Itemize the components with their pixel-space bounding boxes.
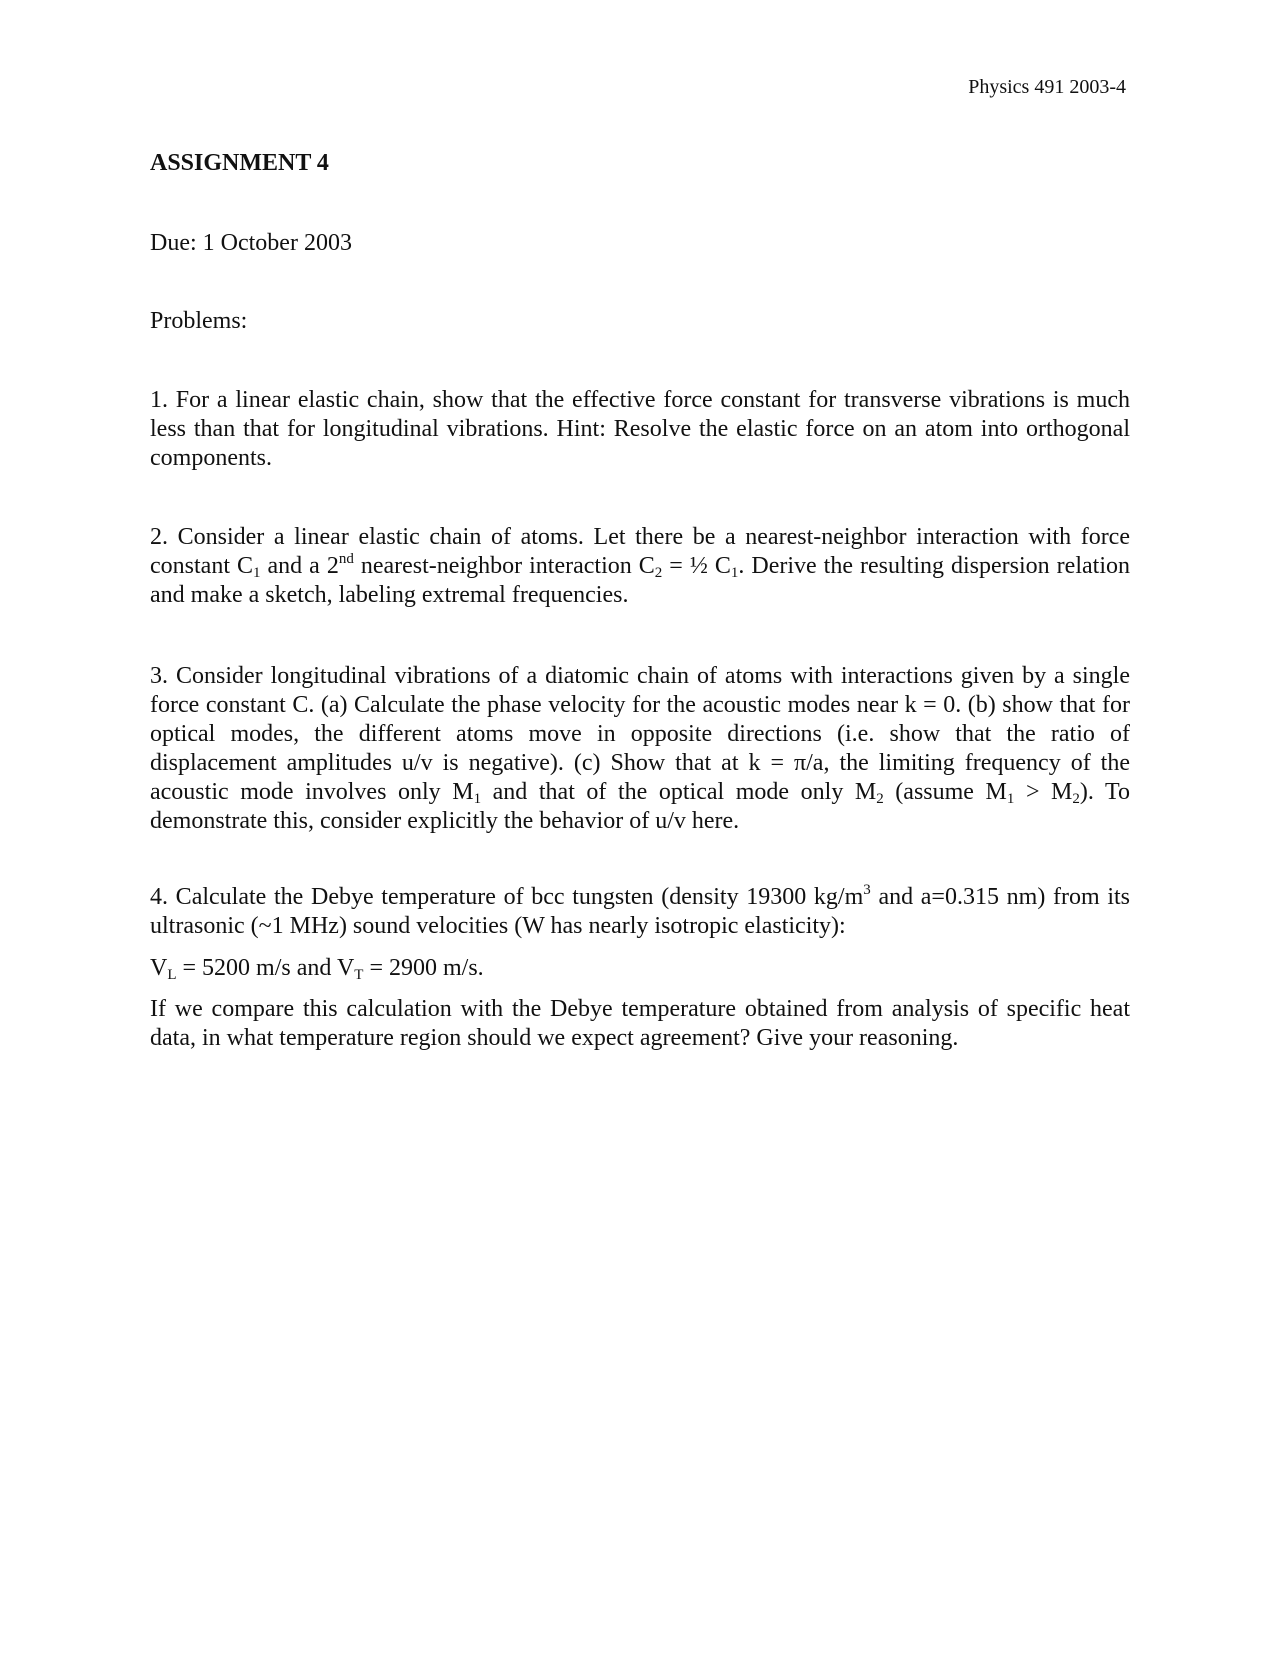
superscript: nd xyxy=(338,551,354,567)
subscript: 1 xyxy=(473,791,482,807)
problem-2-text: and a 2 xyxy=(260,553,339,579)
problem-2-text: = ½ C xyxy=(662,553,731,579)
subscript: 2 xyxy=(654,565,663,581)
problem-3-text: > M xyxy=(1014,779,1073,805)
superscript: 3 xyxy=(863,882,871,898)
subscript: T xyxy=(354,967,364,983)
assignment-title: ASSIGNMENT 4 xyxy=(150,150,329,176)
problem-3-text: ). To demonstrate this, consider explicitly the behavior of u/v here. xyxy=(150,779,1131,834)
problems-label: Problems: xyxy=(150,308,248,334)
velocity-formula xyxy=(150,955,484,982)
formula-text: = 2900 m/s. xyxy=(363,955,484,981)
problem-3-text: (assume M xyxy=(883,779,1007,805)
subscript: 1 xyxy=(1006,791,1015,807)
subscript: 1 xyxy=(253,565,261,581)
problem-3-text: 3. Consider longitudinal vibrations of a diatomic chain of atoms with interactions given by a single force constant C. (a) Calculate the phase velocity for the acoustic modes near k = 0. (b) show that for optical modes, the different atoms move in opposite directions (i.e. show that the ratio of displacement amplitudes u/v is negative). (c) Show that at k = π/a, the limiting frequency of the acoustic mode involves only M xyxy=(150,663,1130,805)
due-date: Due: 1 October 2003 xyxy=(150,230,352,256)
subscript: 2 xyxy=(876,791,884,807)
problem-3 xyxy=(150,662,1130,836)
problem-1 xyxy=(150,386,1130,473)
course-header: Physics 491 2003-4 xyxy=(968,76,1126,98)
subscript: L xyxy=(167,967,177,983)
problem-3-text: and that of the optical mode only M xyxy=(481,779,877,805)
subscript: 2 xyxy=(1072,791,1080,807)
problem-2-text: . Derive the resulting dispersion relation and make a sketch, labeling extremal frequencies. xyxy=(150,553,1130,608)
formula-text: = 5200 m/s and V xyxy=(176,955,355,981)
problem-2-text: nearest-neighbor interaction C xyxy=(353,553,655,579)
formula-text: V xyxy=(150,955,168,981)
problem-1-text: 1. For a linear elastic chain, show that the effective force constant for transverse vibrations is much less than that for longitudinal vibrations. Hint: Resolve the elastic force on an atom into orthogonal components. xyxy=(150,387,1130,471)
problem-4-text: and a=0.315 nm) from its ultrasonic (~1 MHz) sound velocities (W has nearly isotropic elasticity): xyxy=(150,884,1130,939)
subscript: 1 xyxy=(730,565,739,581)
problem-4-followup xyxy=(150,995,1130,1053)
problem-4-followup-text: If we compare this calculation with the Debye temperature obtained from analysis of specific heat data, in what temperature region should we expect agreement? Give your reasoning. xyxy=(150,996,1130,1051)
problem-2-text: 2. Consider a linear elastic chain of atoms. Let there be a nearest-neighbor interaction with force constant C xyxy=(150,524,1130,579)
problem-4-text: 4. Calculate the Debye temperature of bcc tungsten (density 19300 kg/m xyxy=(150,884,864,910)
problem-4 xyxy=(150,883,1130,941)
problem-2 xyxy=(150,523,1130,610)
